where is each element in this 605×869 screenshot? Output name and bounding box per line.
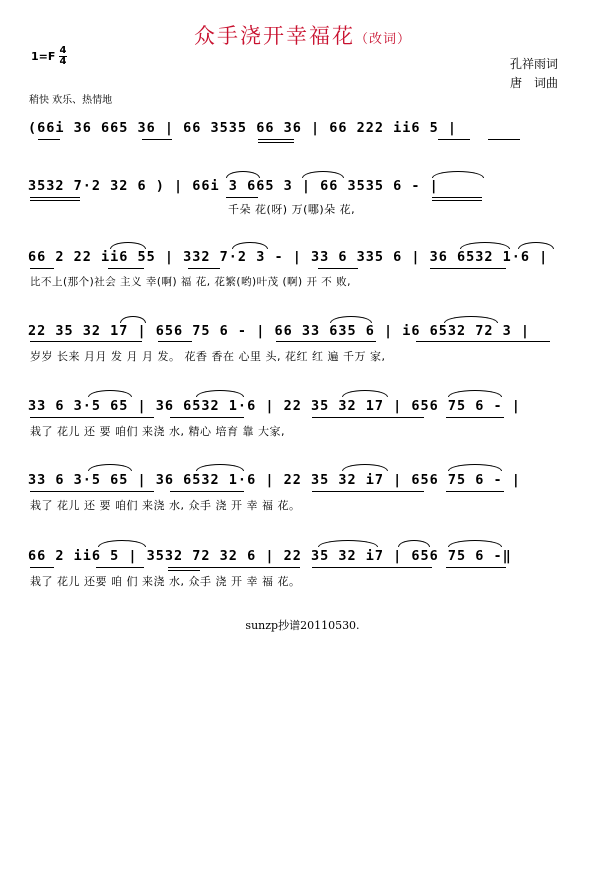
slur	[88, 464, 132, 471]
score-system-7-lyrics: 栽了 花儿 还要 咱 们 来浇 水, 众手 浇 开 幸 福 花。	[30, 575, 301, 588]
score-system-6-notes: 33 6 3·5 65 | 36 6532 1·6 | 22 35 32 i7 | 656 75 6 - |	[28, 472, 521, 488]
slur	[448, 464, 502, 471]
score-system-4-notes: 22 35 32 17 | 656 75 6 - | 66 33 635 6 | i6 6532 72 3 |	[28, 323, 531, 339]
score-system-6-lyrics: 栽了 花儿 还 要 咱们 来浇 水, 众手 浇 开 幸 福 花。	[30, 499, 301, 512]
slur	[448, 540, 502, 547]
slur	[342, 390, 388, 397]
score-system-1-notes: (66i 36 665 36 | 66 3535 66 36 | 66 222 ii6 5 |	[28, 120, 458, 136]
key-signature: 1=F	[31, 50, 56, 63]
slur	[196, 390, 244, 397]
score-system-2-lyrics: 千朵 花(呀) 万(哪)朵 花,	[228, 203, 356, 216]
song-title-sub: （改词）	[354, 32, 411, 47]
slur	[120, 316, 146, 323]
slur	[232, 242, 268, 249]
time-signature-top: 4	[59, 45, 67, 56]
slur	[460, 242, 510, 249]
tempo-marking: 稍快 欢乐、热情地	[29, 95, 113, 106]
slur	[342, 464, 388, 471]
slur	[448, 390, 502, 397]
song-title	[0, 20, 605, 50]
score-system-5-notes: 33 6 3·5 65 | 36 6532 1·6 | 22 35 32 17 | 656 75 6 - |	[28, 398, 521, 414]
transcriber-note: sunzp抄谱20110530.	[245, 619, 360, 632]
slur	[318, 540, 378, 547]
slur	[398, 540, 430, 547]
score-system-2-notes: 3532 7·2 32 6 ) | 66i 3 665 3 | 66 3535 6 - |	[28, 178, 439, 194]
slur	[444, 316, 498, 323]
score-system-5-lyrics: 栽了 花儿 还 要 咱们 来浇 水, 精心 培育 靠 大家,	[30, 425, 285, 438]
song-title-main: 众手浇开幸福花	[193, 24, 355, 48]
slur	[98, 540, 146, 547]
slur	[432, 171, 484, 178]
score-system-4-lyrics: 岁岁 长来 月月 发 月 月 发。 花香 香在 心里 头, 花红 红 遍 千万 家,	[30, 350, 386, 363]
score-system-3-notes: 66 2 22 ii6 55 | 332 7·2 3 - | 33 6 335 6 | 36 6532 1·6 |	[28, 249, 549, 265]
slur	[88, 390, 132, 397]
slur	[196, 464, 244, 471]
lyricist-credit: 孔祥雨词	[510, 57, 559, 71]
slur	[226, 171, 260, 178]
score-system-3-lyrics: 比不上(那个)社会 主义 幸(啊) 福 花, 花繁(哟)叶茂 (啊) 开 不 败,	[30, 276, 351, 288]
slur	[330, 316, 372, 323]
composer-credit: 唐 词曲	[510, 76, 559, 90]
slur	[302, 171, 344, 178]
time-signature	[59, 46, 67, 67]
slur	[518, 242, 554, 249]
score-system-7-notes: 66 2 ii6 5 | 3532 72 32 6 | 22 35 32 i7 | 656 75 6 -‖	[28, 548, 512, 564]
time-signature-bottom: 4	[59, 56, 67, 67]
slur	[110, 242, 146, 249]
